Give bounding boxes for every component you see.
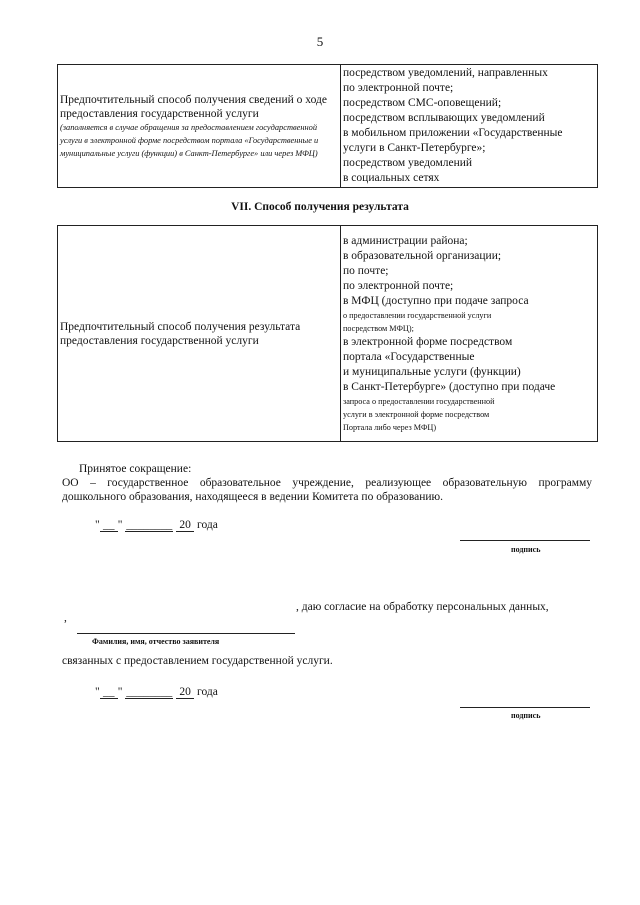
quote-open: " xyxy=(95,686,100,698)
consent-text: , даю согласие на обработку персональных данных, xyxy=(296,601,549,613)
list-item: о предоставлении государственной услуги xyxy=(343,310,492,320)
quote-close: " xyxy=(117,686,123,698)
list-item: услуги в электронной форме посредством xyxy=(343,409,490,419)
comma-mark: , xyxy=(64,612,67,624)
table-row xyxy=(58,226,598,442)
info-method-table xyxy=(57,64,598,188)
abbreviation-heading: Принятое сокращение: xyxy=(79,463,192,475)
list-item: посредством СМС-оповещений; xyxy=(343,97,502,109)
list-item: и муниципальные услуги (функции) xyxy=(343,365,521,378)
list-item: посредством уведомлений xyxy=(343,157,473,169)
date-field xyxy=(95,519,218,532)
month-blank: ________ xyxy=(126,686,173,698)
day-blank: __ xyxy=(100,520,118,532)
list-item: Портала либо через МФЦ) xyxy=(343,422,437,432)
list-item: в мобильном приложении «Государственные xyxy=(343,127,563,139)
info-method-label: Предпочтительный способ получения сведений о ходе предоставления государственной услуги xyxy=(60,93,327,120)
signature-label: подпись xyxy=(511,545,541,554)
date-field xyxy=(95,686,218,699)
year-suffix: года xyxy=(197,686,218,698)
name-label: Фамилия, имя, отчество заявителя xyxy=(92,637,220,646)
signature-line xyxy=(460,540,590,541)
info-method-note: (заполняется в случае обращения за предоставлением государственной услуги в электронной форме посредством портала «Государственные и муниципальные услуги (функции) в Санкт-Петербурге» или через МФЦ) xyxy=(60,122,319,158)
day-blank: __ xyxy=(100,687,118,699)
list-item: в электронной форме посредством xyxy=(343,335,513,348)
list-item: посредством уведомлений, направленных xyxy=(343,67,548,79)
result-method-label-cell xyxy=(58,226,341,442)
info-method-options-cell xyxy=(341,65,598,188)
name-line xyxy=(77,633,295,634)
year-prefix: 20 xyxy=(176,687,194,699)
year-prefix: 20 xyxy=(176,520,194,532)
list-item: услуги в Санкт-Петербурге»; xyxy=(343,142,486,154)
list-item: портала «Государственные xyxy=(343,350,475,363)
page-number: 5 xyxy=(316,34,324,49)
list-item: в МФЦ (доступно при подаче запроса xyxy=(343,294,529,307)
signature-label: подпись xyxy=(511,711,541,720)
list-item: по электронной почте; xyxy=(343,279,454,292)
list-item: в администрации района; xyxy=(343,234,468,247)
list-item: посредством всплывающих уведомлений xyxy=(343,112,545,124)
abbreviation-text: ОО – государственное образовательное учреждение, реализующее образовательную программу дошкольного образования, находящееся в ведении Комитета по образованию. xyxy=(62,477,592,503)
section-title: VII. Способ получения результата xyxy=(231,201,409,213)
month-blank: ________ xyxy=(126,519,173,531)
result-method-label: Предпочтительный способ получения результата предоставления государственной услуги xyxy=(60,320,301,347)
list-item: в образовательной организации; xyxy=(343,249,502,262)
signature-line xyxy=(460,707,590,708)
year-suffix: года xyxy=(197,519,218,531)
info-method-label-cell xyxy=(58,65,341,188)
list-item: по почте; xyxy=(343,264,389,277)
list-item: запроса о предоставлении государственной xyxy=(343,396,495,406)
related-text: связанных с предоставлением государственной услуги. xyxy=(62,655,333,667)
list-item: в социальных сетях xyxy=(343,172,440,184)
list-item: посредством МФЦ); xyxy=(343,323,414,333)
result-method-options-cell xyxy=(341,226,598,442)
list-item: в Санкт-Петербурге» (доступно при подаче xyxy=(343,380,556,393)
table-row xyxy=(58,65,598,188)
quote-close: " xyxy=(117,519,123,531)
quote-open: " xyxy=(95,519,100,531)
list-item: по электронной почте; xyxy=(343,82,454,94)
result-method-table xyxy=(57,225,598,442)
